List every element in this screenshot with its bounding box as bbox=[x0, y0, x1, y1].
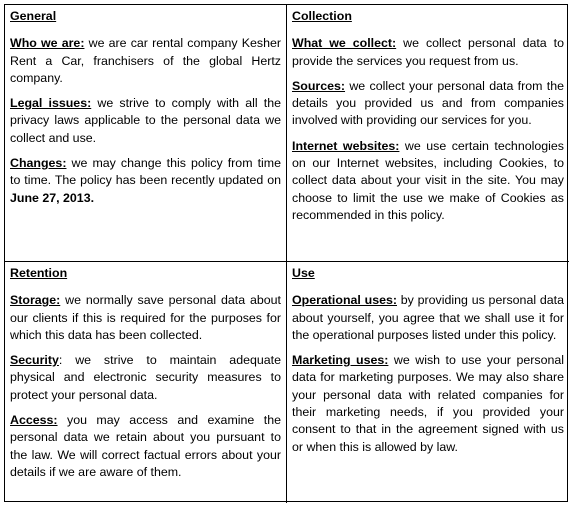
general-title: General bbox=[10, 9, 57, 23]
operational-uses-text: by providing us personal data about yourself, you agree that we shall use it for the operational purposes listed under this policy. bbox=[292, 293, 564, 342]
sources-paragraph bbox=[292, 78, 564, 130]
security-label: Security bbox=[10, 353, 59, 368]
internet-websites-label: Internet websites: bbox=[292, 138, 400, 153]
access-paragraph bbox=[10, 412, 281, 481]
use-title: Use bbox=[292, 266, 315, 280]
retention-cell bbox=[5, 262, 287, 503]
what-we-collect-paragraph bbox=[292, 35, 564, 70]
collection-title: Collection bbox=[292, 9, 352, 23]
internet-websites-paragraph bbox=[292, 138, 564, 224]
storage-paragraph bbox=[10, 292, 281, 344]
legal-issues-text: we strive to comply with all the privacy laws applicable to the personal data we collect and use. bbox=[10, 96, 282, 145]
who-we-are-paragraph bbox=[10, 35, 281, 87]
security-text: : we strive to maintain adequate physical and electronic security measures to protect your personal data. bbox=[10, 353, 281, 402]
access-label: Access: bbox=[10, 413, 58, 428]
internet-websites-text: we use certain technologies on our Internet websites, including Cookies, to collect data about your visit in the site. You may choose to limit the use we make of Cookies as recommended in this policy. bbox=[292, 138, 564, 222]
operational-uses-paragraph bbox=[292, 292, 564, 344]
marketing-uses-paragraph bbox=[292, 352, 564, 456]
legal-issues-paragraph bbox=[10, 95, 281, 147]
who-we-are-label: Who we are: bbox=[10, 36, 85, 51]
general-cell bbox=[5, 5, 287, 262]
collection-cell bbox=[287, 5, 569, 262]
changes-paragraph bbox=[10, 155, 281, 207]
privacy-policy-table bbox=[4, 4, 568, 502]
what-we-collect-text: we collect personal data to provide the services you request from us. bbox=[292, 36, 564, 68]
changes-label: Changes: bbox=[10, 156, 67, 171]
marketing-uses-label: Marketing uses: bbox=[292, 353, 389, 368]
legal-issues-label: Legal issues: bbox=[10, 96, 92, 111]
operational-uses-label: Operational uses: bbox=[292, 293, 397, 308]
sources-text: we collect your personal data from the details you provided us and from companies involved with providing our services for you. bbox=[292, 78, 564, 128]
retention-title: Retention bbox=[10, 266, 68, 280]
who-we-are-text: we are car rental company Kesher Rent a Car, franchisers of the global Hertz company. bbox=[10, 36, 281, 85]
changes-date: June 27, 2013. bbox=[10, 190, 95, 205]
storage-text: we normally save personal data about our clients if this is required for the purposes for which this data has been collected. bbox=[10, 293, 281, 342]
access-text: you may access and examine the personal data we retain about you pursuant to the law. We will correct factual errors about your details if we are aware of them. bbox=[10, 413, 281, 479]
security-paragraph bbox=[10, 352, 281, 404]
storage-label: Storage: bbox=[10, 293, 61, 308]
sources-label: Sources: bbox=[292, 78, 346, 93]
changes-text: we may change this policy from time to time. The policy has been recently updated on bbox=[10, 156, 281, 188]
what-we-collect-label: What we collect: bbox=[292, 36, 397, 51]
marketing-uses-text: we wish to use your personal data for marketing purposes. We may also share your personal data with related companies for their marketing needs, if you provided your consent to that in the agreement signed with us or when this is allowed by law. bbox=[292, 353, 564, 454]
use-cell bbox=[287, 262, 569, 503]
